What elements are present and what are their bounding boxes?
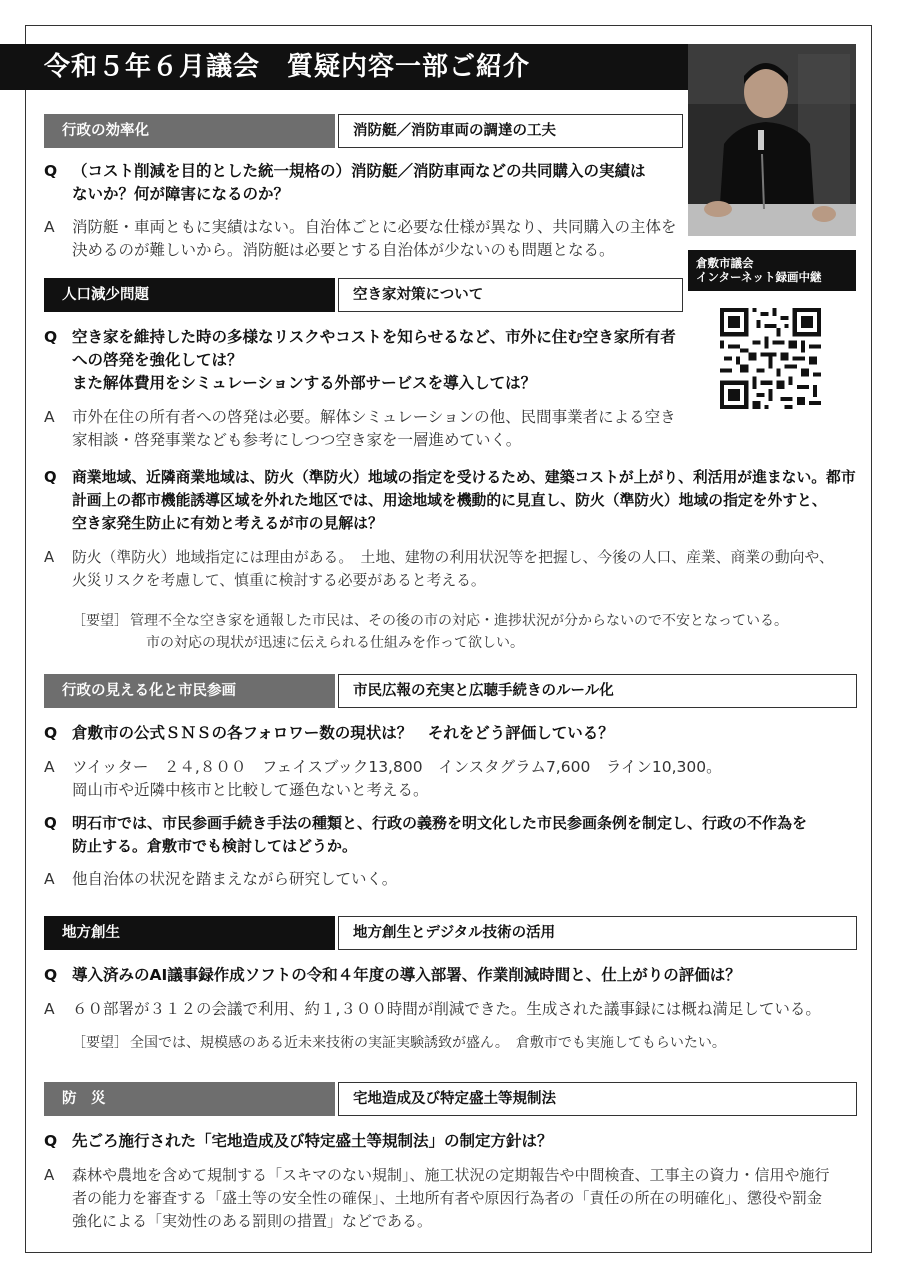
answer: [44, 756, 844, 802]
question: [44, 160, 684, 206]
a-line: 消防艇・車両ともに実績はない。自治体ごとに必要な仕様が異なり、共同購入の主体を: [72, 218, 677, 236]
q-line: 空き家を維持した時の多様なリスクやコストを知らせるなど、市外に住む空き家所有者: [72, 328, 676, 346]
answer: [44, 546, 864, 592]
q-line: 空き家発生防止に有効と考えるが市の見解は？: [72, 515, 383, 532]
request-label: ［要望］: [72, 1035, 128, 1051]
answer: [44, 1164, 874, 1233]
a-line: 森林や農地を含めて規制する「スキマのない規制」、施工状況の定期報告や中間検査、工事主の資力・信用や施行: [72, 1166, 830, 1184]
q-mark: Q: [44, 724, 58, 742]
q-line: また解体費用をシミュレーションする外部サービスを導入しては？: [72, 374, 537, 392]
question: [44, 326, 694, 395]
section-topic-fireboat: 消防艇／消防車両の調達の工夫: [338, 114, 683, 148]
a-line: 強化による「実効性のある罰則の措置」などである。: [72, 1212, 433, 1230]
a-line: 家相談・啓発事業なども参考にしつつ空き家を一層進めていく。: [72, 431, 522, 449]
section-tag-population: 人口減少問題: [44, 278, 335, 312]
question: [44, 722, 844, 745]
question: [44, 812, 864, 858]
a-line: ６０部署が３１２の会議で利用、約１,３００時間が削減できた。生成された議事録には概ね満足している。: [72, 1000, 821, 1018]
section-tag-disaster: 防 災: [44, 1082, 335, 1116]
q-mark: Q: [44, 1132, 58, 1150]
q-mark: Q: [44, 966, 58, 984]
request-line: 市の対応の現状が迅速に伝えられる仕組みを作って欲しい。: [146, 635, 524, 651]
answer: [44, 868, 844, 891]
a-line: 決めるのが難しいから。消防艇は必要とする自治体が少ないのも問題となる。: [72, 241, 615, 259]
q-mark: Q: [44, 328, 58, 346]
a-line: 市外在住の所有者への啓発は必要。解体シミュレーションの他、民間事業者による空き: [72, 408, 676, 426]
q-mark: Q: [44, 162, 58, 180]
section-topic-vacant-houses: 空き家対策について: [338, 278, 683, 312]
section-tag-transparency: 行政の見える化と市民参画: [44, 674, 335, 708]
qr-code[interactable]: [720, 308, 821, 409]
a-line: 防火（準防火）地域指定には理由がある。 土地、建物の利用状況等を把握し、今後の人口、産業、商業の動向や、: [72, 549, 834, 566]
caption-line-1: 倉敷市議会: [696, 256, 754, 270]
question: [44, 466, 864, 535]
speaker-photo: [688, 44, 856, 236]
q-line: ないか？何が障害になるのか？: [72, 185, 290, 203]
section-tag-regional-revitalization: 地方創生: [44, 916, 335, 950]
q-line: 防止する。倉敷市でも検討してはどうか。: [72, 837, 358, 855]
section-topic-landfill: 宅地造成及び特定盛土等規制法: [338, 1082, 857, 1116]
q-line: 計画上の都市機能誘導区域を外れた地区では、用途地域を機動的に見直し、防火（準防火）地域の指定を外すと、: [72, 492, 827, 509]
request-line: 管理不全な空き家を通報した市民は、その後の市の対応・進捗状況が分からないので不安となっている。: [130, 613, 788, 629]
photo-caption: [688, 250, 856, 291]
q-mark: Q: [44, 814, 57, 832]
answer: [44, 216, 684, 262]
answer: [44, 406, 694, 452]
a-line: 岡山市や近隣中核市と比較して遜色ないと考える。: [72, 781, 429, 799]
section-tag-efficiency: 行政の効率化: [44, 114, 335, 148]
q-line: （コスト削減を目的とした統一規格の）消防艇／消防車両などの共同購入の実績は: [72, 162, 646, 180]
a-mark: A: [44, 408, 55, 426]
page-title: 令和５年６月議会 質疑内容一部ご紹介: [0, 44, 688, 90]
request-note: [72, 610, 852, 654]
request-label: ［要望］: [72, 613, 128, 629]
q-mark: Q: [44, 469, 57, 486]
request-note: [72, 1032, 852, 1054]
a-mark: A: [44, 218, 55, 236]
section-topic-public-relations: 市民広報の充実と広聴手続きのルール化: [338, 674, 857, 708]
q-line: 先ごろ施行された「宅地造成及び特定盛土等規制法」の制定方針は？: [72, 1132, 553, 1150]
question: [44, 964, 864, 987]
section-topic-digital: 地方創生とデジタル技術の活用: [338, 916, 857, 950]
question: [44, 1130, 864, 1153]
q-line: 導入済みのAI議事録作成ソフトの令和４年度の導入部署、作業削減時間と、仕上がりの評価は？: [72, 966, 741, 984]
a-mark: A: [44, 870, 55, 888]
request-line: 全国では、規模感のある近未来技術の実証実験誘致が盛ん。 倉敷市でも実施してもらいたい。: [130, 1035, 726, 1051]
q-line: 倉敷市の公式ＳＮＳの各フォロワー数の現状は？ それをどう評価している？: [72, 724, 614, 742]
answer: [44, 998, 864, 1021]
a-mark: A: [44, 549, 55, 566]
a-line: 者の能力を審査する「盛土等の安全性の確保」、土地所有者や原因行為者の「責任の所在の明確化」、懲役や罰金: [72, 1189, 823, 1207]
caption-line-2: インターネット録画中継: [696, 270, 822, 284]
speaker-illustration: [688, 44, 856, 236]
q-line: への啓発を強化しては？: [72, 351, 243, 369]
a-mark: A: [44, 1000, 55, 1018]
a-line: 他自治体の状況を踏まえながら研究していく。: [72, 870, 398, 888]
q-line: 商業地域、近隣商業地域は、防火（準防火）地域の指定を受けるため、建築コストが上がり、利活用が進まない。都市: [72, 469, 856, 486]
a-line: 火災リスクを考慮して、慎重に検討する必要があると考える。: [72, 572, 486, 589]
a-mark: A: [44, 758, 55, 776]
q-line: 明石市では、市民参画手続き手法の種類と、行政の義務を明文化した市民参画条例を制定し、行政の不作為を: [72, 814, 808, 832]
a-mark: A: [44, 1166, 55, 1184]
a-line: ツイッター ２４,８００ フェイスブック13,800 インスタグラム7,600 ライン10,300。: [72, 758, 722, 776]
